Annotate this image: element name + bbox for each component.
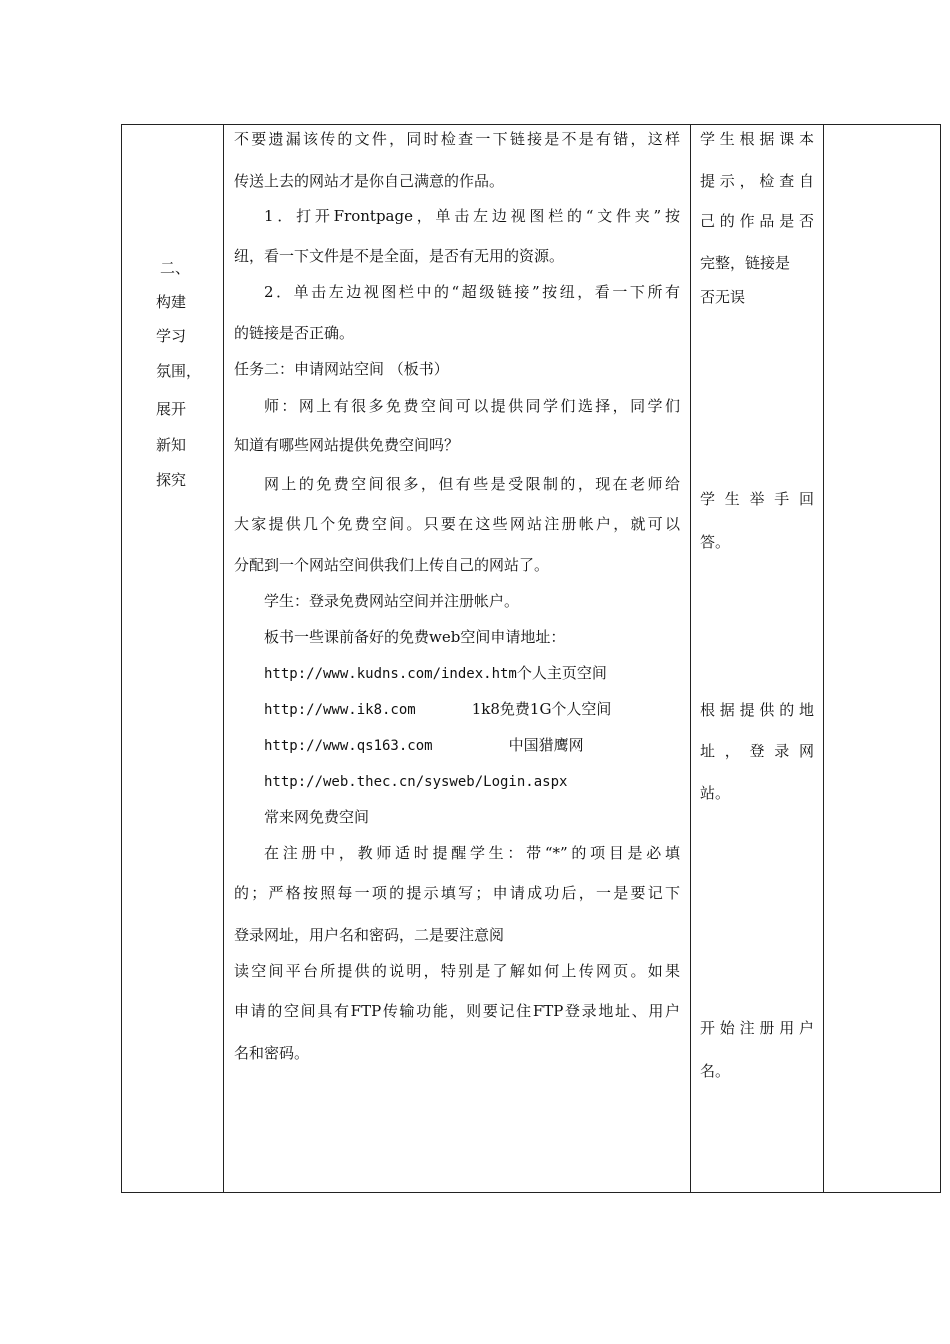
- content-line: 网上的免费空间很多，但有些是受限制的，现在老师给: [264, 475, 680, 493]
- url-entry: [264, 735, 584, 756]
- stage-line: 展开: [156, 400, 187, 418]
- url-entry: [264, 663, 607, 684]
- content-line: 申请的空间具有FTP传输功能，则要记住FTP登录地址、用户: [234, 1002, 680, 1020]
- content-line: 师：网上有很多免费空间可以提供同学们选择，同学们: [264, 397, 680, 415]
- stage-line: 学习: [156, 327, 187, 345]
- url-link[interactable]: http://web.thec.cn/sysweb/Login.aspx: [264, 774, 568, 790]
- content-line: 读空间平台所提供的说明，特别是了解如何上传网页。如果: [234, 962, 680, 980]
- stage-line: 二、: [160, 259, 191, 277]
- student-line: 提示，检查自: [700, 172, 814, 190]
- url-description: 1k8免费1G个人空间: [471, 700, 612, 718]
- student-line: 学生根据课本: [700, 130, 814, 148]
- content-line: 1．打开Frontpage，单击左边视图栏的“文件夹”按: [264, 207, 680, 225]
- teaching-content-column: [223, 125, 690, 1192]
- student-line: 完整，链接是: [700, 254, 791, 272]
- student-line: 己的作品是否: [700, 212, 814, 230]
- student-line: 答。: [700, 533, 731, 551]
- student-line: 否无误: [700, 288, 746, 306]
- content-line: 在注册中，教师适时提醒学生：带“*”的项目是必填: [264, 844, 680, 862]
- content-line: 纽，看一下文件是不是全面，是否有无用的资源。: [234, 247, 565, 265]
- content-line: 大家提供几个免费空间。只要在这些网站注册帐户，就可以: [234, 515, 680, 533]
- stage-line: 构建: [156, 293, 187, 311]
- remarks-column: [823, 125, 940, 1192]
- stage-line: 氛围，: [156, 362, 202, 380]
- url-entry: [264, 699, 611, 720]
- url-link[interactable]: http://www.qs163.com: [264, 738, 433, 754]
- content-line: 登录网址，用户名和密码，二是要注意阅: [234, 926, 505, 944]
- url-link[interactable]: http://www.kudns.com/index.htm: [264, 666, 517, 682]
- student-line: 名。: [700, 1062, 731, 1080]
- content-line: 名和密码。: [234, 1044, 310, 1062]
- task-heading: 任务二：申请网站空间 （板书）: [234, 360, 449, 378]
- content-line: 传送上去的网站才是你自己满意的作品。: [234, 172, 505, 190]
- content-line: 的链接是否正确。: [234, 324, 355, 342]
- content-line: 不要遗漏该传的文件，同时检查一下链接是不是有错，这样: [234, 130, 680, 148]
- lesson-plan-table: [121, 124, 941, 1193]
- content-line: 板书一些课前备好的免费web空间申请地址：: [264, 628, 566, 646]
- content-line: 的；严格按照每一项的提示填写；申请成功后，一是要记下: [234, 884, 680, 902]
- url-description: 个人主页空间: [516, 664, 607, 682]
- stage-line: 新知: [156, 436, 187, 454]
- student-line: 站。: [700, 784, 731, 802]
- url-description: 常来网免费空间: [264, 808, 370, 826]
- stage-column: [122, 125, 223, 1192]
- url-link[interactable]: http://www.ik8.com: [264, 702, 416, 718]
- student-activity-column: [690, 125, 823, 1192]
- url-description: 中国猎鹰网: [508, 736, 584, 754]
- url-entry: [264, 771, 567, 792]
- content-line: 学生：登录免费网站空间并注册帐户。: [264, 592, 520, 610]
- student-line: 学生举手回: [700, 490, 814, 508]
- content-line: 2．单击左边视图栏中的“超级链接”按纽，看一下所有: [264, 283, 680, 301]
- student-line: 根据提供的地: [700, 701, 814, 719]
- content-line: 知道有哪些网站提供免费空间吗？: [234, 436, 460, 454]
- content-line: 分配到一个网站空间供我们上传自己的网站了。: [234, 556, 550, 574]
- student-line: 开始注册用户: [700, 1019, 814, 1037]
- student-line: 址，登录网: [700, 742, 814, 760]
- stage-line: 探究: [156, 471, 187, 489]
